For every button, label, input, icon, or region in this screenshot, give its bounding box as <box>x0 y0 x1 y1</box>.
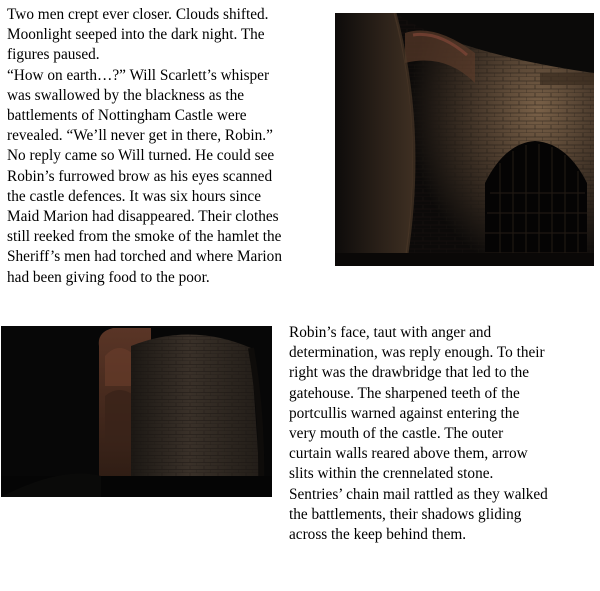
story-line: battlements of Nottingham Castle were <box>7 107 247 125</box>
castle-tower-night-photo <box>1 326 272 497</box>
story-line: No reply came so Will turned. He could see <box>7 147 275 165</box>
story-paragraph-2 <box>289 323 598 545</box>
story-paragraph-1 <box>7 5 337 288</box>
story-line: the battlements, their shadows gliding <box>289 505 522 523</box>
story-line: determination, was reply enough. To their <box>289 344 545 362</box>
castle-gatehouse-illustration <box>335 13 594 266</box>
story-line: Two men crept ever closer. Clouds shifted. <box>7 6 269 23</box>
story-line: curtain walls reared above them, arrow <box>289 445 528 463</box>
story-line: was swallowed by the blackness as the <box>7 86 245 104</box>
story-line: Robin’s furrowed brow as his eyes scanned <box>7 167 273 185</box>
story-line: slits within the crennelated stone. <box>289 465 494 483</box>
castle-tower-illustration <box>1 326 272 497</box>
story-line: portcullis warned against entering the <box>289 404 520 422</box>
story-line: across the keep behind them. <box>289 526 467 544</box>
story-line: Sentries’ chain mail rattled as they walked <box>289 485 548 503</box>
story-line: Robin’s face, taut with anger and <box>289 324 492 341</box>
story-line: Sheriff’s men had torched and where Marion <box>7 248 282 266</box>
story-line: the castle defences. It was six hours since <box>7 187 262 205</box>
story-line: gatehouse. The sharpened teeth of the <box>289 384 520 402</box>
story-line: Maid Marion had disappeared. Their clothes <box>7 208 279 226</box>
story-line: had been giving food to the poor. <box>7 268 210 286</box>
story-line: right was the drawbridge that led to the <box>289 364 530 382</box>
castle-gatehouse-night-photo <box>335 13 594 266</box>
story-line: Moonlight seeped into the dark night. The <box>7 26 265 44</box>
story-line: still reeked from the smoke of the hamlet the <box>7 228 282 246</box>
story-line: figures paused. <box>7 46 100 64</box>
story-line: very mouth of the castle. The outer <box>289 425 504 443</box>
story-line: revealed. “We’ll never get in there, Robin.” <box>7 127 273 145</box>
story-line: “How on earth…?” Will Scarlett’s whisper <box>7 66 270 84</box>
